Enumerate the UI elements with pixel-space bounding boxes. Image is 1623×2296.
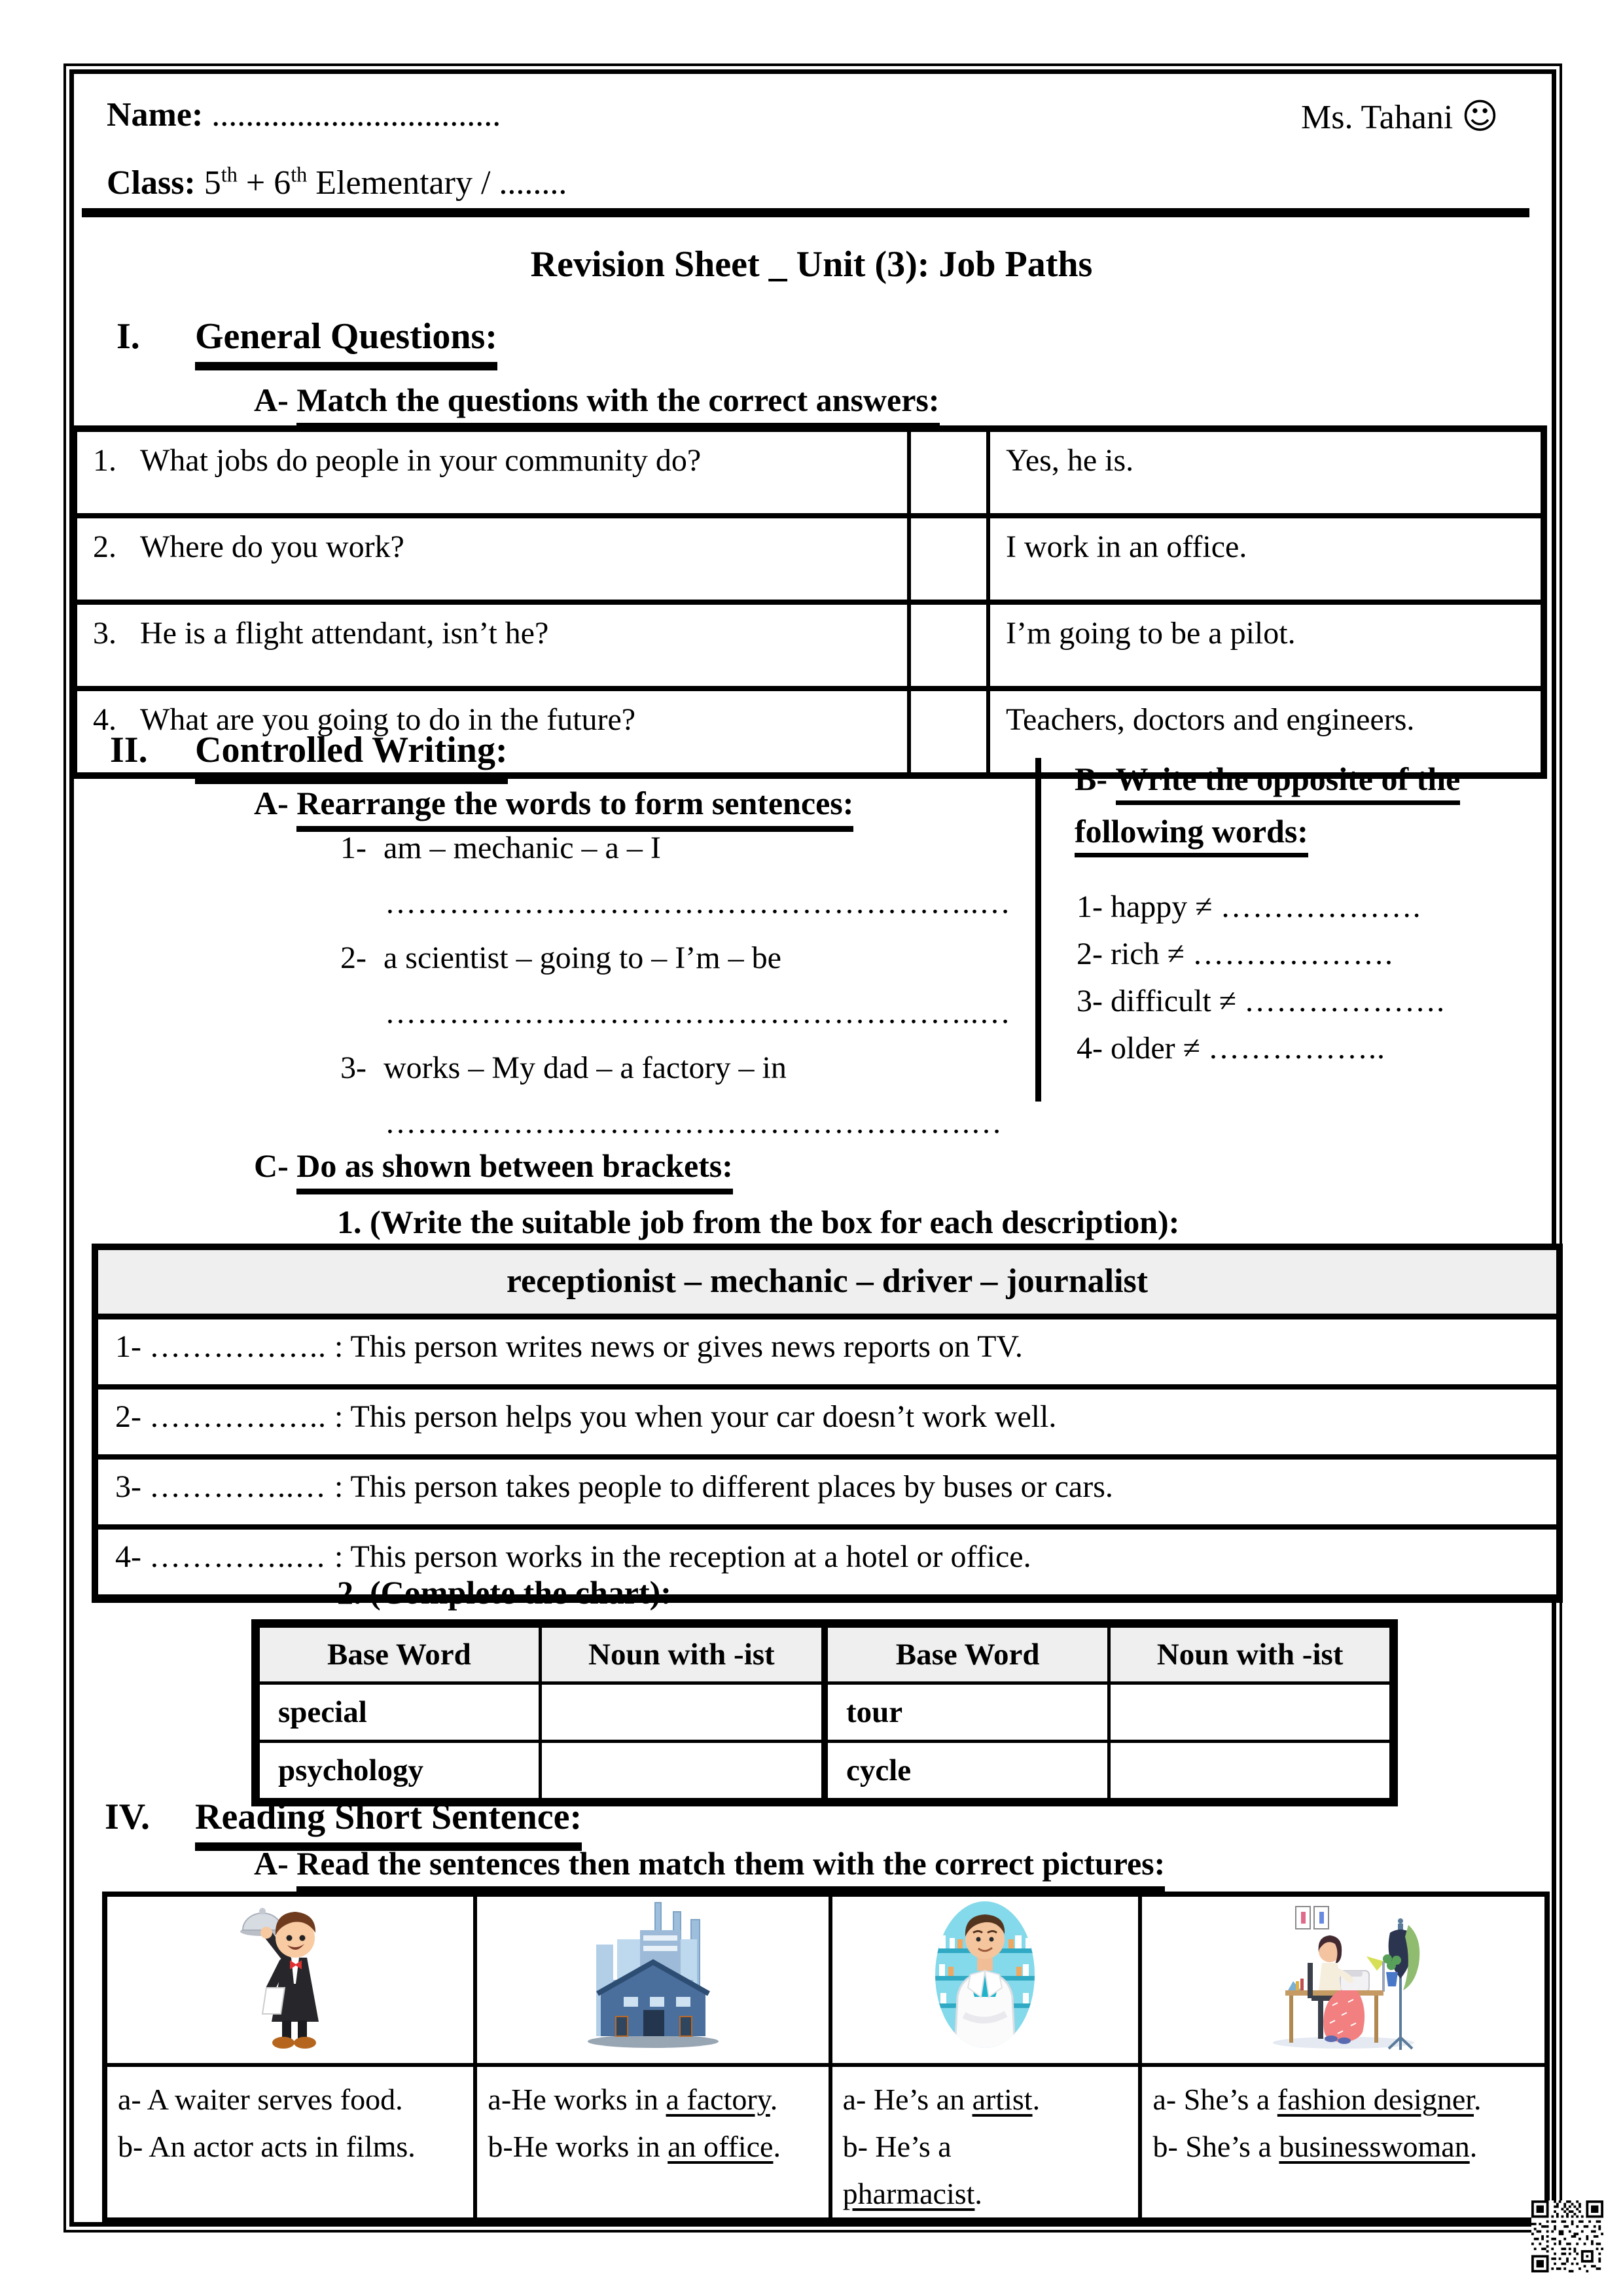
partc-q1-heading: 1. (Write the suitable job from the box for each description): <box>337 1204 1180 1240</box>
designer-image-cell <box>1140 1894 1547 2065</box>
rearrange-answer-line-1[interactable]: ………………………………………………..… <box>385 886 1011 920</box>
section2-numeral: II. <box>110 730 148 770</box>
opposite-item-4: 4- older ≠ …………….. <box>1077 1031 1385 1066</box>
column-divider <box>1035 758 1041 1102</box>
pharmacist-illustration <box>931 1897 1039 2051</box>
table-header-row <box>256 1624 1394 1683</box>
answer-cell: I’m going to be a pilot. <box>988 602 1544 689</box>
table-row <box>74 516 1544 602</box>
smiley-icon: ☺ <box>1461 96 1499 137</box>
pharmacist-image-cell <box>830 1894 1141 2065</box>
teacher-line <box>1301 96 1499 137</box>
section2b-heading: B- Write the opposite of the following words: <box>1075 753 1533 857</box>
sentence-cell-waiter: a- A waiter serves food. b- An actor acts in films. <box>105 2065 475 2220</box>
base-word-cell: tour <box>825 1683 1109 1742</box>
page-title: Revision Sheet _ Unit (3): Job Paths <box>530 244 1093 285</box>
answer-cell: Teachers, doctors and engineers. <box>988 689 1544 776</box>
section2a-subheading: A- Rearrange the words to form sentences: <box>254 784 853 822</box>
class-value: 5th + 6th Elementary / ........ <box>204 162 567 202</box>
noun-blank-cell[interactable] <box>1109 1683 1394 1742</box>
section1-subheading: A- Match the questions with the correct answers: <box>254 381 940 419</box>
section4-heading: Reading Short Sentence: <box>195 1796 582 1838</box>
match-blank-cell[interactable] <box>909 602 988 689</box>
answer-blank[interactable]: …………..… <box>149 1469 327 1504</box>
col-header: Base Word <box>256 1624 541 1683</box>
match-blank-cell[interactable] <box>909 689 988 776</box>
opposite-item-3: 3- difficult ≠ ………………. <box>1077 984 1446 1018</box>
job-descriptions-table <box>92 1244 1563 1603</box>
sentence-cell-pharmacist: a- He’s an artist. b- He’s a pharmacist. <box>830 2065 1141 2220</box>
question-cell: 4. What are you going to do in the future? <box>74 689 909 776</box>
header-divider <box>82 208 1529 217</box>
answer-cell: I work in an office. <box>988 516 1544 602</box>
noun-blank-cell[interactable] <box>540 1683 825 1742</box>
section1-numeral: I. <box>116 316 140 357</box>
factory-image-cell <box>475 1894 830 2065</box>
col-header: Noun with -ist <box>540 1624 825 1683</box>
name-blank-dots: .................................. <box>211 96 501 134</box>
rearrange-item-3: 3- works – My dad – a factory – in <box>340 1050 787 1085</box>
rearrange-answer-line-3[interactable]: ……………………………………………….… <box>385 1105 1003 1140</box>
complete-chart-table <box>251 1619 1398 1806</box>
section2c-subheading: C- Do as shown between brackets: <box>254 1147 733 1185</box>
partc-q2-heading: 2. (Complete the chart): <box>337 1574 671 1611</box>
col-header: Base Word <box>825 1624 1109 1683</box>
job-item-3: 3- …………..… : This person takes people to different places by buses or cars. <box>98 1460 1556 1530</box>
picture-row <box>105 1894 1547 2065</box>
factory-illustration <box>578 1897 728 2051</box>
question-cell: 3. He is a flight attendant, isn’t he? <box>74 602 909 689</box>
job-item-2: 2- …………….. : This person helps you when your car doesn’t work well. <box>98 1390 1556 1460</box>
table-row <box>256 1683 1394 1742</box>
word-box: receptionist – mechanic – driver – journalist <box>98 1250 1556 1319</box>
qr-code <box>1531 2200 1603 2272</box>
job-item-4: 4- …………..… : This person works in the reception at a hotel or office. <box>115 1539 1031 1574</box>
class-line <box>107 164 567 202</box>
teacher-name: Ms. Tahani <box>1301 99 1454 136</box>
sentence-cell-factory: a-He works in a factory. b-He works in an office. <box>475 2065 830 2220</box>
base-word-cell: special <box>256 1683 541 1742</box>
noun-blank-cell[interactable] <box>1109 1742 1394 1803</box>
answer-cell: Yes, he is. <box>988 429 1544 516</box>
class-label: Class: <box>107 164 196 202</box>
base-word-cell: cycle <box>825 1742 1109 1803</box>
rearrange-answer-line-2[interactable]: ………………………………………………..… <box>385 996 1011 1030</box>
answer-blank[interactable]: …………..… <box>149 1539 327 1574</box>
sentence-cell-designer: a- She’s a fashion designer. b- She’s a businesswoman. <box>1140 2065 1547 2220</box>
table-row <box>74 602 1544 689</box>
section4-numeral: IV. <box>105 1797 151 1837</box>
base-word-cell: psychology <box>256 1742 541 1803</box>
match-blank-cell[interactable] <box>909 429 988 516</box>
match-questions-table <box>71 425 1547 779</box>
waiter-image-cell <box>105 1894 475 2065</box>
table-row <box>256 1742 1394 1803</box>
col-header: Noun with -ist <box>1109 1624 1394 1683</box>
opposite-item-2: 2- rich ≠ ………………. <box>1077 937 1393 971</box>
match-blank-cell[interactable] <box>909 516 988 602</box>
sentence-row <box>105 2065 1547 2220</box>
answer-blank[interactable]: …………….. <box>149 1329 327 1364</box>
question-cell: 1. What jobs do people in your community do? <box>74 429 909 516</box>
question-cell: 2. Where do you work? <box>74 516 909 602</box>
fashion-designer-illustration <box>1262 1897 1425 2051</box>
job-item-1: 1- …………….. : This person writes news or gives news reports on TV. <box>98 1319 1556 1390</box>
section2-heading: Controlled Writing: <box>195 729 508 771</box>
name-line <box>107 96 501 134</box>
answer-blank[interactable]: …………….. <box>149 1399 327 1434</box>
opposite-item-1: 1- happy ≠ ………………. <box>1077 889 1421 924</box>
rearrange-item-2: 2- a scientist – going to – I’m – be <box>340 941 781 975</box>
picture-match-table <box>102 1892 1550 2223</box>
noun-blank-cell[interactable] <box>540 1742 825 1803</box>
section1-heading: General Questions: <box>195 315 497 357</box>
table-row <box>74 429 1544 516</box>
name-label: Name: <box>107 96 204 134</box>
section4-subheading: A- Read the sentences then match them with the correct pictures: <box>254 1844 1165 1882</box>
waiter-cartoon <box>228 1897 353 2051</box>
rearrange-item-1: 1- am – mechanic – a – I <box>340 831 661 865</box>
